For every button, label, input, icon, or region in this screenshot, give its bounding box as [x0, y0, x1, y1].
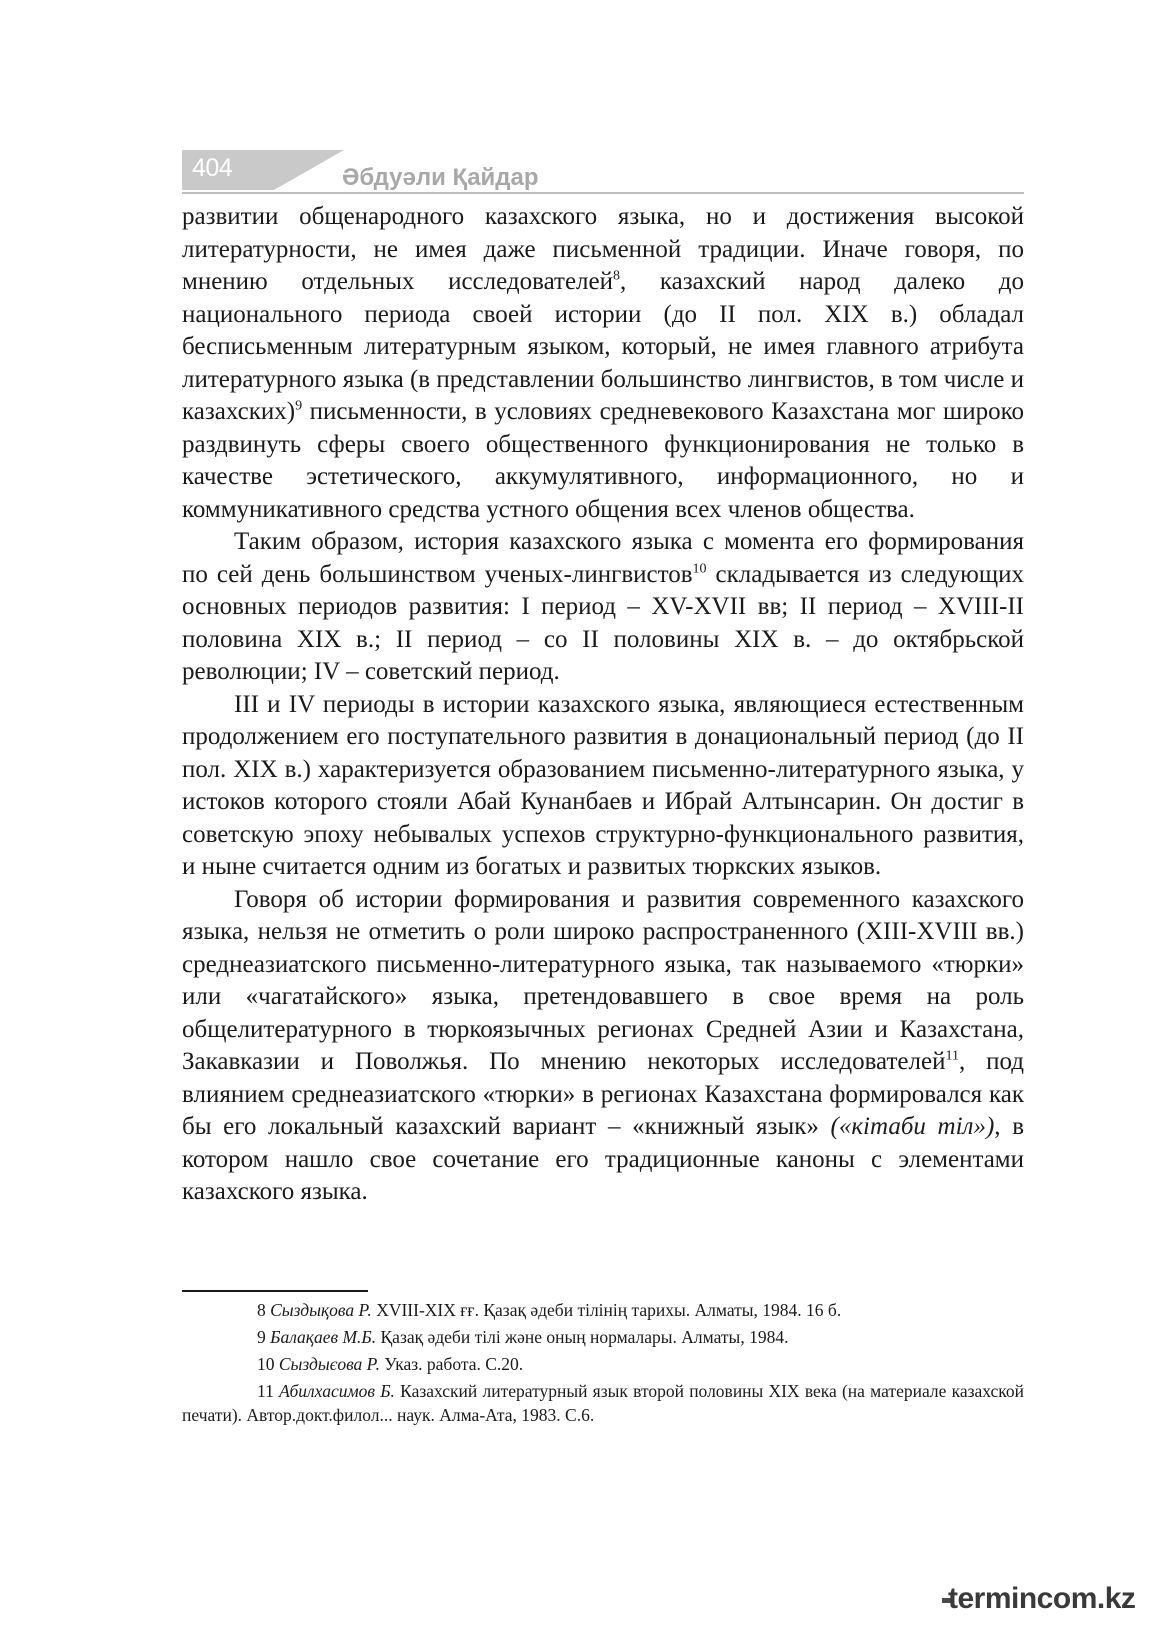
footnote-text: Казахский литературный язык второй половины XIX века (на материале казахской печати). Автор.докт.филол... наук. Алма-Ата, 1983. С.6. — [182, 1381, 1025, 1425]
footnote-text: Қазақ әдеби тілі және оның нормалары. Алматы, 1984. — [380, 1327, 789, 1347]
footnote-ref: 11 — [945, 1048, 959, 1064]
page-number-tab-slant — [274, 150, 344, 190]
footnote — [182, 1298, 1024, 1322]
footnote-separator — [182, 1290, 368, 1292]
paragraph — [182, 201, 1024, 526]
paragraph — [182, 884, 1024, 1209]
body-text — [182, 201, 1024, 1209]
running-header — [182, 146, 1024, 194]
italic-run: («кітаби тіл») — [830, 1113, 995, 1140]
paragraph — [182, 526, 1024, 689]
footnote-ref: 8 — [613, 268, 621, 284]
watermark-text: termincom.kz — [948, 1582, 1136, 1615]
footnotes — [182, 1298, 1024, 1430]
footnote-text: Указ. работа. С.20. — [384, 1354, 524, 1374]
text-run: Говоря об истории формирования и развития современного казахского языка, нельзя не отметить о роли широко распространенного (XIII-XVIII вв.) среднеазиатского письменно-литературного языка, так называемого «тюрки» или «чагатайского» языка, претендовавшего в свое время на роль общелитературного в тюркоязычных регионах Средней Азии и Казахстана, Закавказии и Поволжья. По мнению некоторых исследователей — [182, 885, 1024, 1075]
footnote-author: Балақаев М.Б. — [270, 1327, 377, 1347]
footnote-author: Сыздықова Р. — [270, 1300, 372, 1320]
text-run: III и IV периоды в истории казахского языка, являющиеся естественным продолжением его поступательного развития в донациональный период (до II пол. XIX в.) характеризуется образованием письменно-литературного языка, у истоков которого стояли Абай Кунанбаев и Ибрай Алтынсарин. Он достиг в советскую эпоху небывалых успехов структурно-функционального развития, и ныне считается одним из богатых и развитых тюркских языков. — [182, 690, 1024, 880]
footnote-ref: 9 — [295, 398, 303, 414]
footnote — [182, 1325, 1024, 1349]
text-run: , в котором нашло свое сочетание его традиционные каноны с элементами казахского языка. — [182, 1113, 1024, 1205]
footnote-ref: 10 — [692, 561, 707, 577]
page-number: 404 — [192, 154, 233, 182]
text-run: Таким образом, история казахского языка с момента его формирования по сей день большинством ученых-лингвистов — [182, 528, 1024, 588]
footnote — [182, 1379, 1024, 1427]
paragraph — [182, 689, 1024, 884]
footnote-number: 10 — [257, 1354, 275, 1374]
watermark-logo — [942, 1582, 1142, 1622]
footnote-author: Сыздыєова Р. — [278, 1354, 380, 1374]
footnote-author: Абилхасимов Б. — [279, 1381, 395, 1401]
header-rule — [182, 192, 1024, 194]
footnote-text: XVIII-XIX ғғ. Қазақ әдеби тілінің тарихы. Алматы, 1984. 16 б. — [376, 1300, 842, 1320]
text-run: складывается из следующих основных периодов развития: I период – XV-XVII вв; II период – XVIII-II половина XIX в.; II период – со II половины XIX в. – до октябрьской революции; IV – советский период. — [182, 560, 1024, 685]
footnote-number: 9 — [257, 1327, 266, 1347]
text-run: развитии общенародного казахского языка, но и достижения высокой литературности, не имея даже письменной традиции. Иначе говоря, по мнению отдельных исследователей — [182, 203, 1024, 295]
text-run: , под влиянием среднеазиатского «тюрки» в регионах Казахстана формировался как бы его локальный казахский вариант – «книжный язык» — [182, 1048, 1024, 1140]
footnote-number: 8 — [257, 1300, 266, 1320]
running-header-author: Әбдуәли Қайдар — [342, 164, 539, 191]
footnote — [182, 1352, 1024, 1376]
text-run: письменности, в условиях средневекового Казахстана мог широко раздвинуть сферы своего общественного функционирования не только в качестве эстетического, аккумулятивного, информационного, но и коммуникативного средства устного общения всех членов общества. — [182, 398, 1024, 523]
text-run: , казахский народ далеко до национального периода своей истории (до II пол. XIX в.) обладал бесписьменным литературным языком, который, не имея главного атрибута литературного языка (в представлении большинство лингвистов, в том числе и казахских) — [182, 268, 1024, 425]
footnote-number: 11 — [257, 1381, 274, 1401]
